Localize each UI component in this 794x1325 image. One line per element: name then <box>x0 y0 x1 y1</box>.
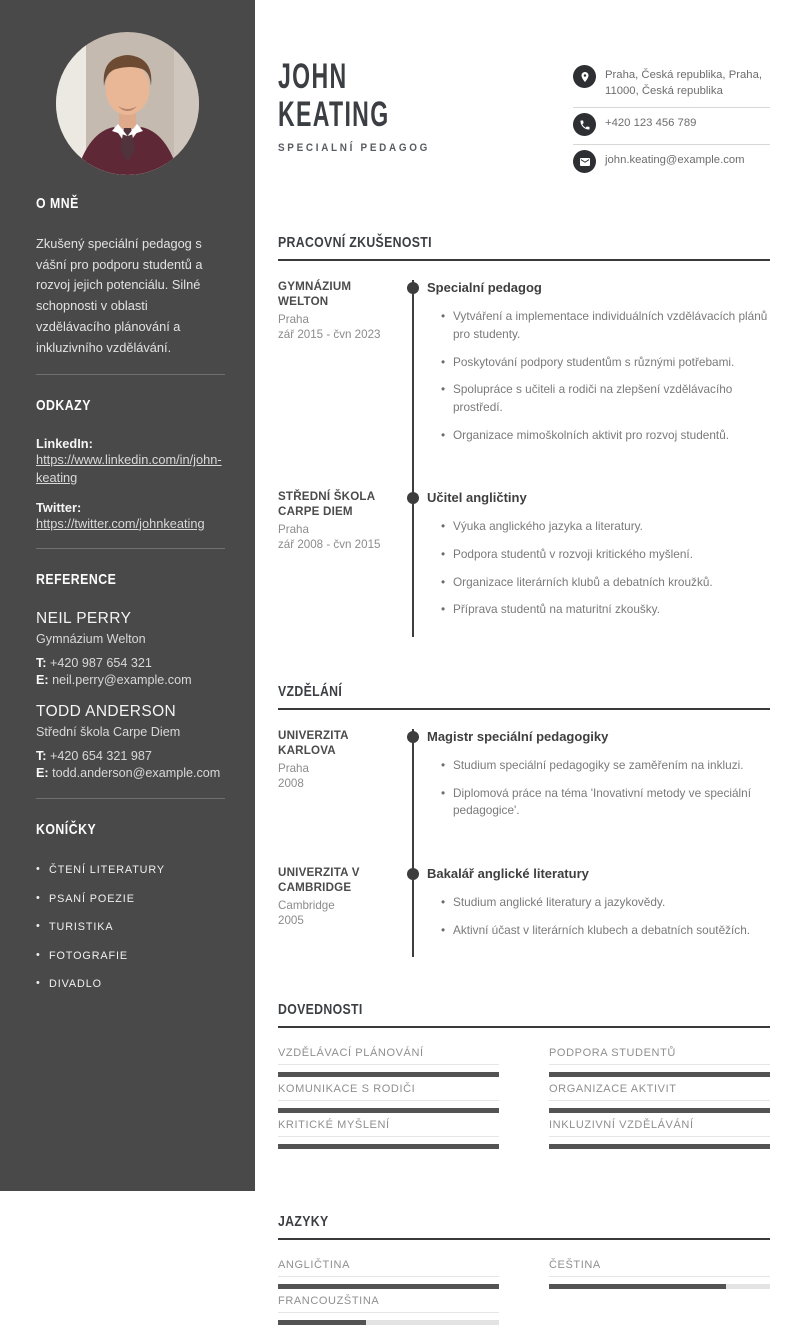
linkedin-label: LinkedIn: <box>36 436 93 452</box>
twitter-link[interactable]: https://twitter.com/johnkeating <box>36 515 205 531</box>
bullet: • Organizace literárních klubů a debatních kroužků. <box>441 574 770 592</box>
contact-block <box>573 60 770 181</box>
experience-entry <box>278 490 770 637</box>
link-item <box>36 436 225 486</box>
skill-item <box>549 1083 770 1113</box>
hobby-item: • TURISTIKA <box>36 921 225 933</box>
location-icon <box>573 65 596 88</box>
phone-text: +420 123 456 789 <box>605 117 697 130</box>
candidate-title: SPECIALNÍ PEDAGOG <box>278 142 431 155</box>
school-location: Cambridge <box>278 898 335 912</box>
linkedin-link[interactable]: https://www.linkedin.com/in/john-keating <box>36 452 222 485</box>
phone-icon <box>573 113 596 136</box>
skill-label: KRITICKÉ MYŠLENÍ <box>278 1119 499 1137</box>
degree-title: Bakalář anglické literatury <box>427 866 589 882</box>
degree-title: Magistr speciální pedagogiky <box>427 729 609 745</box>
avatar <box>30 32 225 175</box>
bullet: • Výuka anglického jazyka a literatury. <box>441 518 770 536</box>
language-bar <box>278 1284 499 1289</box>
position-title: Učitel angličtiny <box>427 490 527 506</box>
skill-label: KOMUNIKACE S RODIČI <box>278 1083 499 1101</box>
skill-label: VZDĚLÁVACÍ PLÁNOVÁNÍ <box>278 1047 499 1065</box>
contact-row-email <box>573 145 770 181</box>
hobbies-section <box>36 821 225 990</box>
school-name: UNIVERZITA KARLOVA <box>278 729 349 757</box>
reference-item <box>36 610 225 689</box>
language-label: ČEŠTINA <box>549 1259 770 1277</box>
school-location: Praha <box>278 761 309 775</box>
skill-label: ORGANIZACE AKTIVIT <box>549 1083 770 1101</box>
skill-label: PODPORA STUDENTŮ <box>549 1047 770 1065</box>
bullet: • Aktivní účast v literárních klubech a debatních soutěžích. <box>441 922 770 940</box>
skill-bar <box>278 1108 499 1113</box>
school-name: UNIVERZITA V CAMBRIDGE <box>278 866 360 894</box>
skill-bar <box>278 1072 499 1077</box>
school-dates: 2008 <box>278 776 304 790</box>
bullet: • Spolupráce s učiteli a rodiči na zlepšení vzdělávacího prostředí. <box>441 381 770 416</box>
language-bar <box>278 1320 499 1325</box>
company-location: Praha <box>278 312 309 326</box>
language-label: ANGLIČTINA <box>278 1259 499 1277</box>
reference-email: E: todd.anderson@example.com <box>36 766 221 781</box>
reference-org: Střední škola Carpe Diem <box>36 725 181 740</box>
hobby-list <box>36 864 225 990</box>
header <box>278 58 770 181</box>
about-heading: O MNĚ <box>36 195 79 212</box>
languages-section <box>278 1213 770 1325</box>
about-section <box>36 195 225 358</box>
reference-item <box>36 703 225 782</box>
sidebar <box>0 0 255 1191</box>
company-location: Praha <box>278 522 309 536</box>
language-item <box>549 1259 770 1289</box>
skill-bar <box>549 1108 770 1113</box>
link-item <box>36 500 225 533</box>
experience-entry <box>278 280 770 490</box>
skills-heading: DOVEDNOSTI <box>278 1001 770 1028</box>
company-name: GYMNÁZIUM WELTON <box>278 280 352 308</box>
reference-phone: T: +420 987 654 321 <box>36 656 152 671</box>
reference-org: Gymnázium Welton <box>36 632 146 647</box>
hobby-item: • ČTENÍ LITERATURY <box>36 864 225 876</box>
hobby-item: • DIVADLO <box>36 978 225 990</box>
name-block <box>278 58 447 181</box>
language-bar <box>549 1284 770 1289</box>
experience-heading: PRACOVNÍ ZKUŠENOSTI <box>278 234 770 261</box>
skills-section <box>278 1001 770 1149</box>
skill-item <box>549 1047 770 1077</box>
links-heading: ODKAZY <box>36 397 91 415</box>
bullet: • Studium anglické literatury a jazykovědy. <box>441 894 770 912</box>
contact-row-phone <box>573 108 770 145</box>
bullet: • Poskytování podpory studentům s různými potřebami. <box>441 354 770 372</box>
degree-bullets <box>441 894 770 939</box>
profile-photo <box>56 32 199 175</box>
skill-item <box>278 1119 499 1149</box>
sidebar-divider <box>36 374 225 375</box>
contact-row-location <box>573 60 770 108</box>
skills-grid <box>278 1047 770 1149</box>
position-bullets <box>441 518 770 619</box>
sidebar-divider <box>36 548 225 549</box>
position-bullets <box>441 308 770 444</box>
experience-section <box>278 234 770 637</box>
skill-bar <box>278 1144 499 1149</box>
degree-bullets <box>441 757 770 820</box>
education-section <box>278 683 770 957</box>
languages-grid <box>278 1259 770 1325</box>
bullet: • Organizace mimoškolních aktivit pro rozvoj studentů. <box>441 427 770 445</box>
language-item <box>278 1259 499 1289</box>
skill-item <box>278 1047 499 1077</box>
company-name: STŘEDNÍ ŠKOLA CARPE DIEM <box>278 490 375 519</box>
hobby-item: • FOTOGRAFIE <box>36 950 225 962</box>
email-icon <box>573 150 596 173</box>
education-entry <box>278 866 770 957</box>
school-dates: 2005 <box>278 914 304 928</box>
languages-heading: JAZYKY <box>278 1213 770 1240</box>
language-item <box>278 1295 499 1325</box>
reference-email: E: neil.perry@example.com <box>36 673 192 688</box>
candidate-name: JOHN KEATING <box>278 57 390 135</box>
reference-phone: T: +420 654 321 987 <box>36 749 152 764</box>
main-content <box>255 0 794 1308</box>
location-text: Praha, Česká republika, Praha, 11000, Česká republika <box>605 69 762 97</box>
references-heading: REFERENCE <box>36 571 117 589</box>
twitter-label: Twitter: <box>36 499 82 515</box>
bullet: • Příprava studentů na maturitní zkoušky. <box>441 601 770 619</box>
reference-name: NEIL PERRY <box>36 610 132 628</box>
skill-item <box>549 1119 770 1149</box>
skill-item <box>278 1083 499 1113</box>
about-text: Zkušený speciální pedagog s vášní pro podporu studentů a rozvoj jejich potenciálu. Silné schopnosti v oblasti vzdělávacího plánování a inkluzivního vzdělávání. <box>36 236 203 355</box>
links-section <box>36 397 225 532</box>
references-section <box>36 571 225 782</box>
sidebar-divider <box>36 798 225 799</box>
bullet: • Diplomová práce na téma 'Inovativní metody ve speciální pedagogice'. <box>441 785 770 820</box>
bullet: • Studium speciální pedagogiky se zaměřením na inkluzi. <box>441 757 770 775</box>
company-dates: zář 2015 - čvn 2023 <box>278 328 381 342</box>
education-entry <box>278 729 770 866</box>
bullet: • Vytváření a implementace individuálních vzdělávacích plánů pro studenty. <box>441 308 770 343</box>
skill-label: INKLUZIVNÍ VZDĚLÁVÁNÍ <box>549 1119 770 1137</box>
hobbies-heading: KONÍČKY <box>36 821 97 839</box>
hobby-item: • PSANÍ POEZIE <box>36 893 225 905</box>
skill-bar <box>549 1144 770 1149</box>
education-heading: VZDĚLÁNÍ <box>278 683 770 710</box>
company-dates: zář 2008 - čvn 2015 <box>278 538 381 552</box>
email-text: john.keating@example.com <box>605 154 745 167</box>
bullet: • Podpora studentů v rozvoji kritického myšlení. <box>441 546 770 564</box>
position-title: Specialní pedagog <box>427 280 542 296</box>
skill-bar <box>549 1072 770 1077</box>
reference-name: TODD ANDERSON <box>36 703 177 721</box>
language-label: FRANCOUZŠTINA <box>278 1295 499 1313</box>
